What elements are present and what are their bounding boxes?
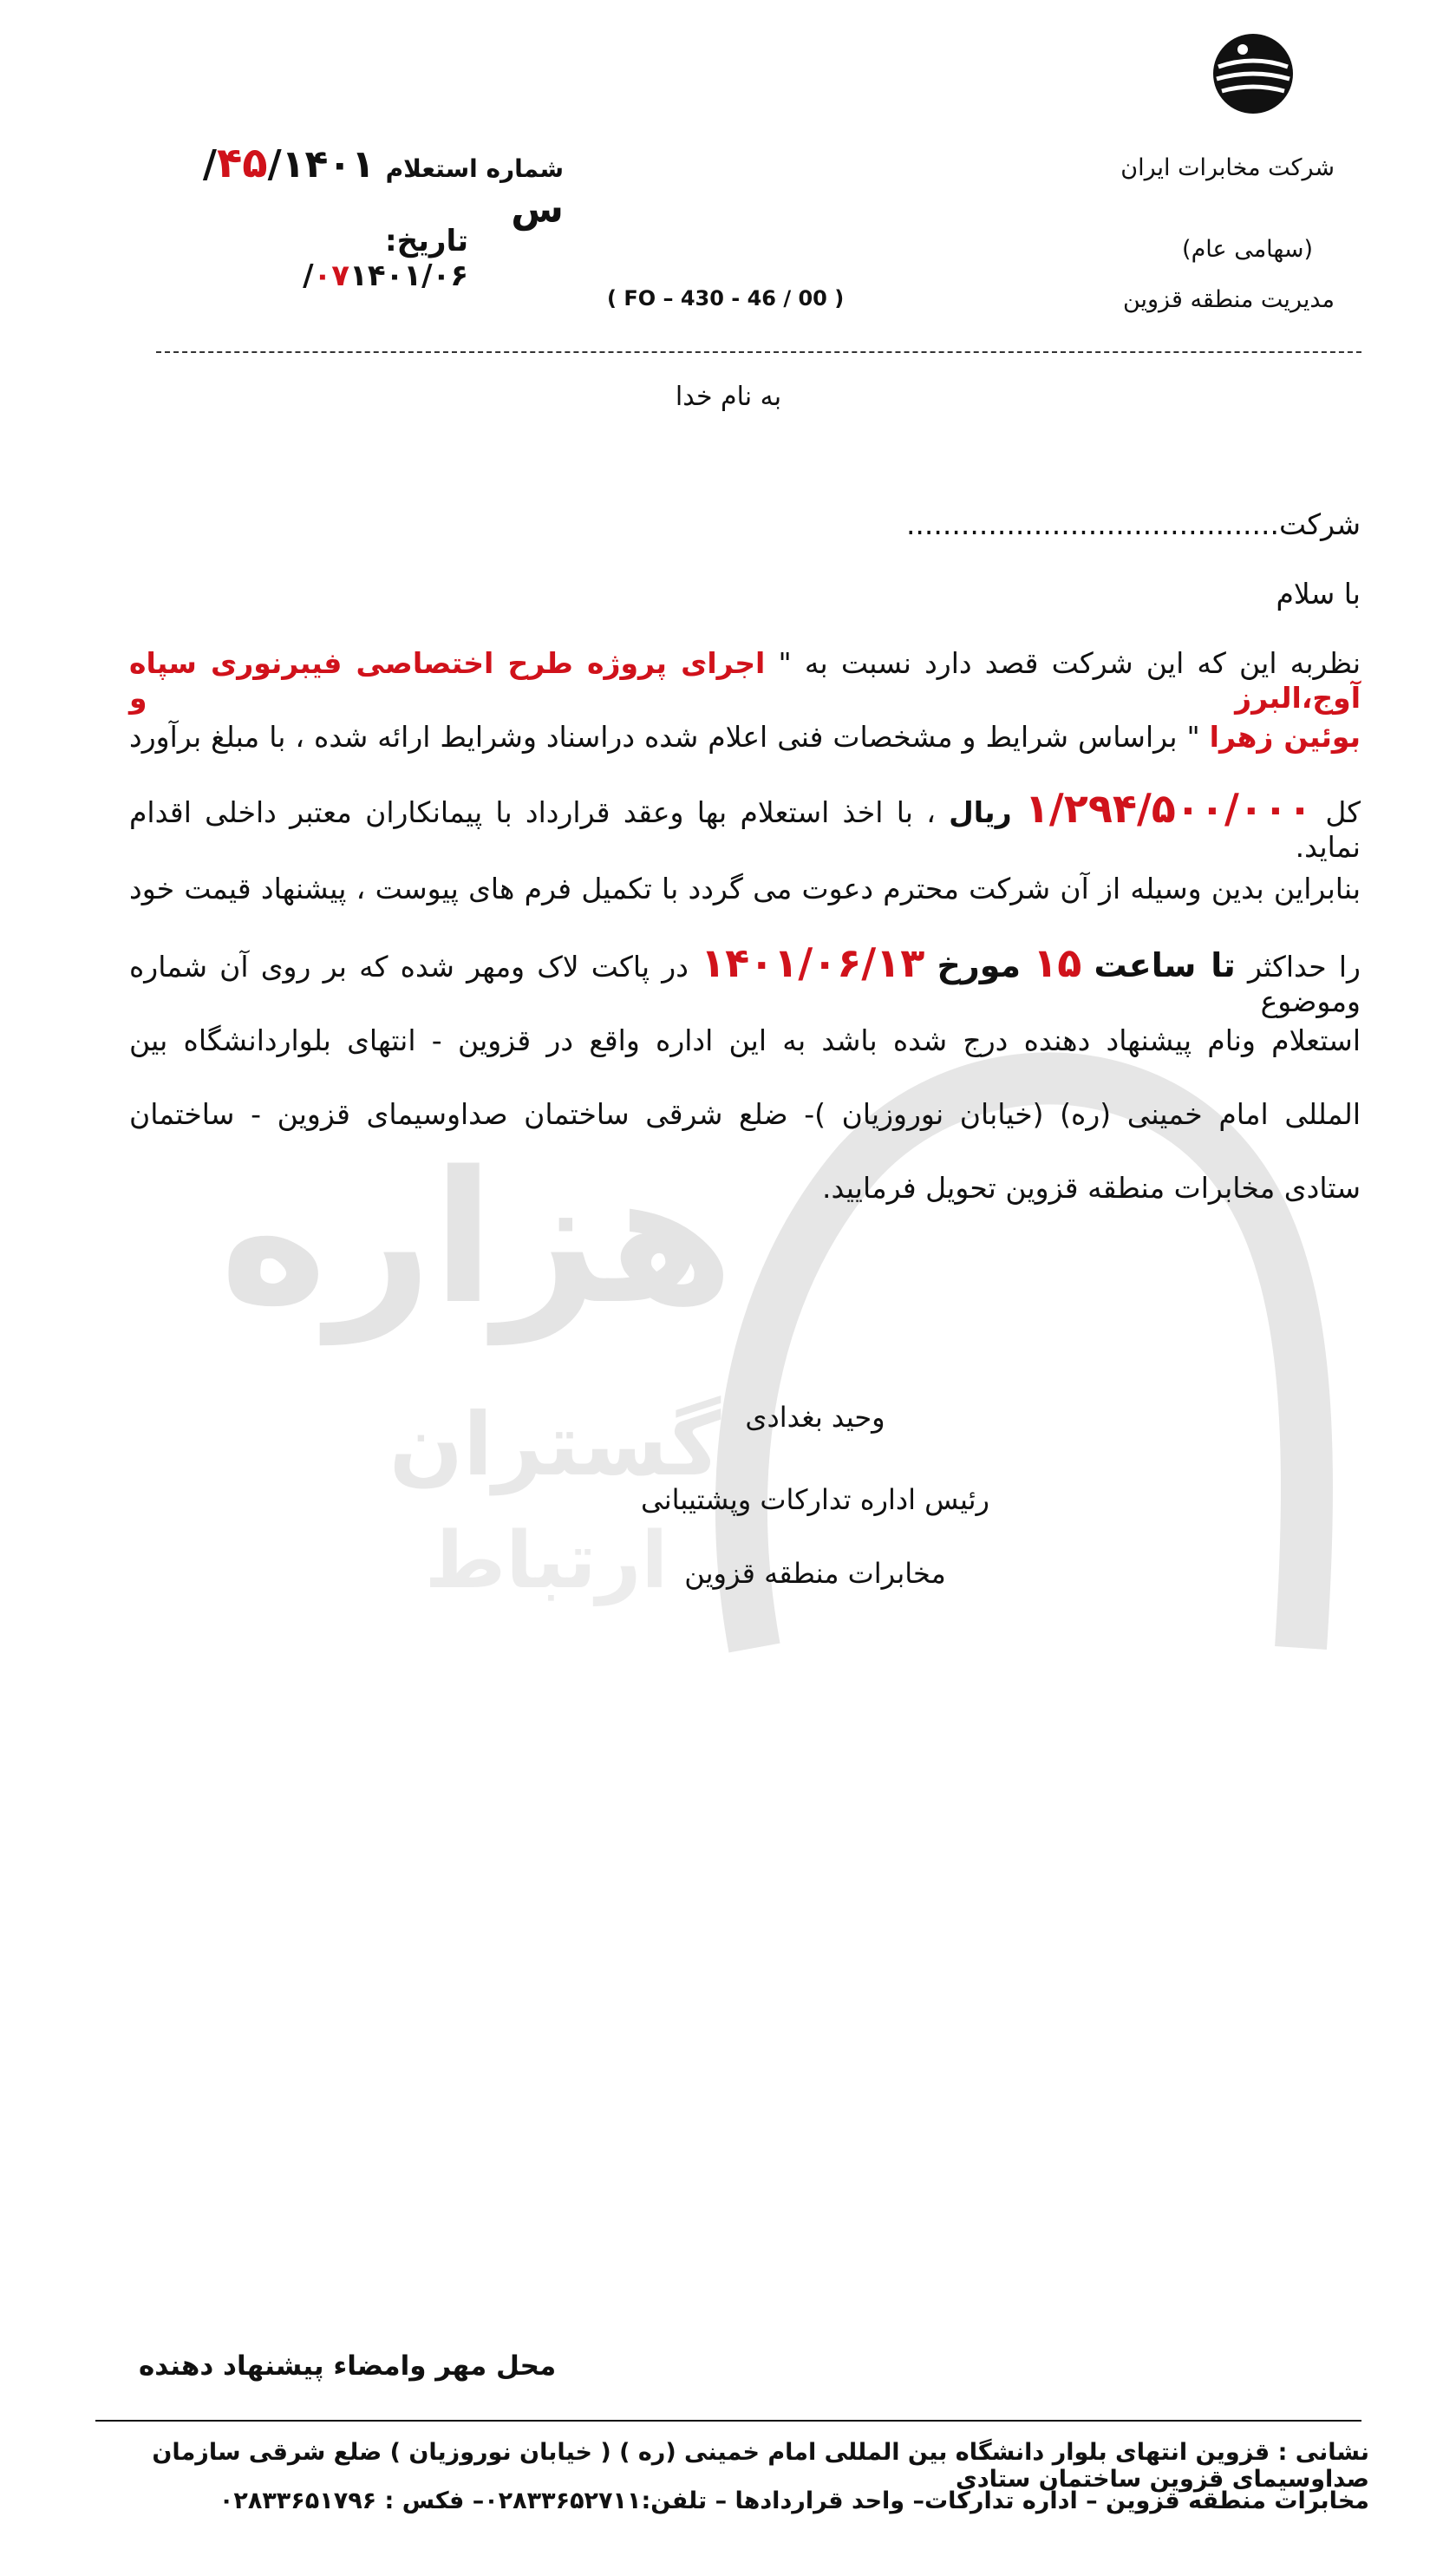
project-title-cont: بوئین زهرا	[1209, 720, 1361, 754]
footer-contact: مخابرات منطقه قزوین – اداره تدارکات– واحد قراردادها – تلفن:۰۲۸۳۳۶۵۲۷۱۱– فکس : ۰۲۸۳۳۶۵۱۷۹۶	[219, 2487, 1369, 2514]
greeting: با سلام	[1276, 577, 1361, 611]
bidder-stamp-signature-label: محل مهر وامضاء پیشنهاد دهنده	[139, 2350, 557, 2382]
inquiry-label: شماره استعلام	[385, 154, 564, 183]
header-divider	[156, 351, 1361, 353]
estimate-amount: ۱/۲۹۴/۵۰۰/۰۰۰	[1024, 785, 1313, 832]
date-rest: ۱۴۰۱/۰۶/	[303, 258, 468, 293]
deadline-hour: ۱۵	[1033, 939, 1082, 986]
paragraph-line-4: بنابراین بدین وسیله از آن شرکت محترم دعوت می گردد با تکمیل فرم های پیوست ، پیشنهاد قیمت خود	[129, 872, 1361, 905]
deadline-date: ۱۴۰۱/۰۶/۱۳	[701, 939, 925, 986]
watermark-word: هزاره	[219, 1132, 735, 1344]
date-red: ۰۷	[313, 258, 350, 293]
recipient-company: شرکت.........................................	[905, 507, 1361, 541]
inquiry-number	[182, 139, 564, 232]
paragraph-line-1	[129, 646, 1361, 716]
signatory-org: مخابرات منطقه قزوین	[684, 1557, 946, 1590]
p3-text-b: ، با اخذ استعلام بها وعقد قرارداد با پیمانکاران معتبر داخلی اقدام نماید.	[129, 795, 1361, 864]
inquiry-number-red: ۴۵	[216, 139, 268, 187]
watermark-sub: گستران	[388, 1394, 721, 1495]
paragraph-line-7: المللی امام خمینی (ره) (خیابان نوروزیان )- ضلع شرقی ساختمان صداوسیمای قزوین - ساختمان	[129, 1097, 1361, 1131]
inquiry-number-rest: /۱۴۰۱/س	[202, 142, 564, 232]
watermark-sub2: ارتباط	[424, 1515, 669, 1606]
deadline-date-label: مورخ	[937, 946, 1022, 984]
paragraph-line-5	[129, 939, 1361, 1019]
paragraph-line-2	[129, 720, 1361, 755]
p3-text-a: کل	[1325, 795, 1361, 829]
form-code: ( FO – 430 - 46 / 00 )	[607, 286, 845, 311]
footer-divider	[95, 2420, 1361, 2422]
p5-text-b: در پاکت لاک ومهر شده که بر روی آن شماره وموضوع	[129, 950, 1361, 1018]
company-type: (سهامی عام)	[1182, 236, 1313, 263]
paragraph-line-6: استعلام ونام پیشنهاد دهنده درج شده باشد به این اداره واقع در قزوین - انتهای بلواردانشگاه بین	[129, 1023, 1361, 1057]
p5-text-a: را حداکثر	[1247, 950, 1361, 984]
inquiry-date	[243, 224, 468, 293]
signatory-title: رئیس اداره تدارکات وپشتیبانی	[641, 1483, 989, 1516]
p2-text: " براساس شرایط و مشخصات فنی اعلام شده دراسناد وشرایط ارائه شده ، با مبلغ برآورد	[129, 720, 1210, 754]
p1-text: نظربه این که این شرکت قصد دارد نسبت به "	[778, 646, 1361, 680]
deadline-time-label: تا ساعت	[1094, 946, 1236, 984]
project-title: اجرای پروژه طرح اختصاصی فیبرنوری سپاه آوج،البرز و	[129, 646, 1361, 715]
bismillah: به نام خدا	[675, 382, 782, 412]
company-name: شرکت مخابرات ایران	[1120, 154, 1335, 181]
paragraph-line-8: ستادی مخابرات منطقه قزوین تحویل فرمایید.	[822, 1171, 1361, 1205]
paragraph-line-3	[129, 785, 1361, 865]
footer-address: نشانی : قزوین انتهای بلوار دانشگاه بین المللی امام خمینی (ره ) ( خیابان نوروزیان ) ضلع شرقی سازمان صداوسیمای قزوین ساختمان ستادی	[152, 2439, 1369, 2493]
region-name: مدیریت منطقه قزوین	[1122, 286, 1335, 313]
signatory-name: وحید بغدادی	[745, 1401, 885, 1434]
date-label: تاریخ:	[385, 224, 468, 258]
company-logo-icon	[1210, 30, 1296, 117]
currency-unit: ریال	[949, 795, 1012, 829]
